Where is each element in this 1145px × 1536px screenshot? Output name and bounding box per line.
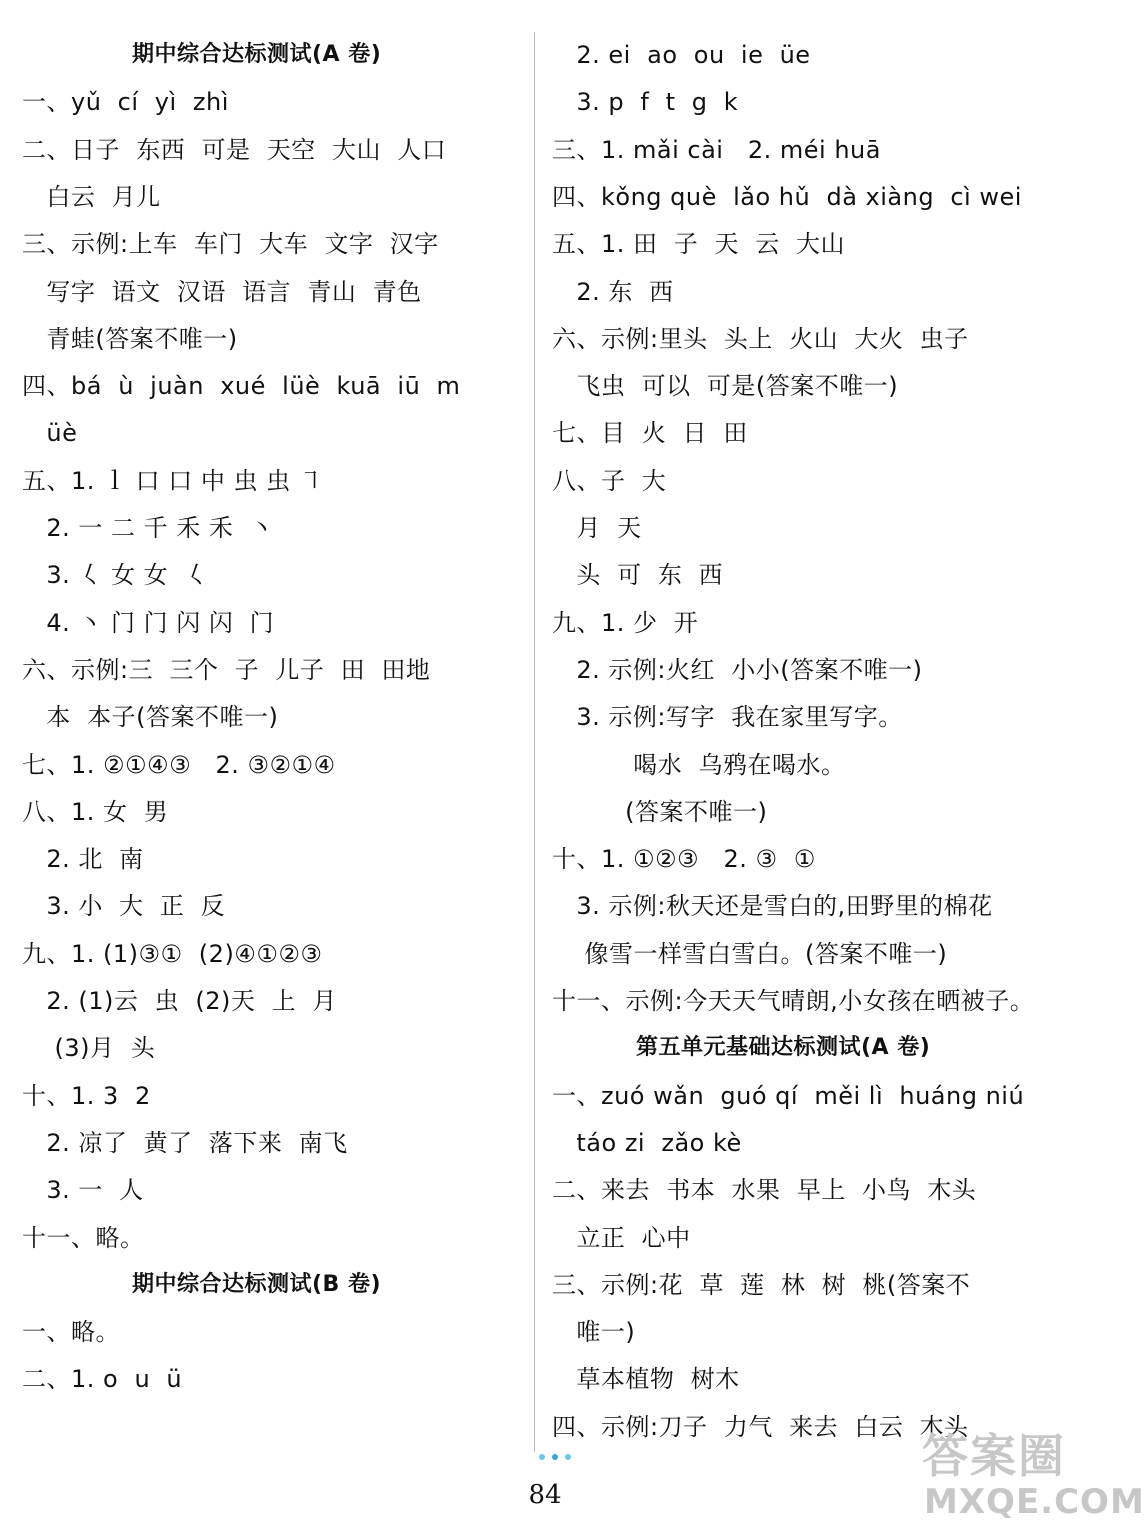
answer-line: 2. (1)云 虫 (2)天 上 月 xyxy=(22,987,337,1015)
answer-line: 白云 月儿 xyxy=(22,183,161,211)
answer-line: 3. 示例:写字 我在家里写字。 xyxy=(552,703,903,731)
answer-line: 二、1. o u ü xyxy=(22,1365,183,1393)
watermark-logo xyxy=(918,1420,1145,1532)
answer-line: 3. 小 大 正 反 xyxy=(22,892,226,920)
answer-line: 草本植物 树木 xyxy=(552,1365,740,1393)
decorative-dots xyxy=(535,1450,575,1464)
answer-line: 头 可 东 西 xyxy=(552,561,724,589)
page-number: 84 xyxy=(528,1480,562,1510)
answer-line: 飞虫 可以 可是(答案不唯一) xyxy=(552,372,899,400)
watermark-text: 答案圈 xyxy=(922,1429,1066,1483)
answer-line: 二、日子 东西 可是 天空 大山 人口 xyxy=(22,136,447,164)
answer-line: 2. 示例:火红 小小(答案不唯一) xyxy=(552,656,923,684)
answer-line: táo zi zǎo kè xyxy=(552,1129,742,1157)
answer-line: 四、kǒng què lǎo hǔ dà xiàng cì wei xyxy=(552,183,1022,211)
answer-line: 像雪一样雪白雪白。(答案不唯一) xyxy=(552,940,948,968)
answer-line: 八、子 大 xyxy=(552,467,667,495)
section-title: 期中综合达标测试(A 卷) xyxy=(132,42,382,67)
answer-line: 十一、示例:今天天气晴朗,小女孩在晒被子。 xyxy=(552,987,1035,1015)
answer-line: 四、bá ù juàn xué lüè kuā iū m xyxy=(22,372,461,400)
answer-line: 写字 语文 汉语 语言 青山 青色 xyxy=(22,278,422,306)
answer-line: 3. 示例:秋天还是雪白的,田野里的棉花 xyxy=(552,892,993,920)
answer-line: 七、1. ②①④③ 2. ③②①④ xyxy=(22,751,336,779)
answer-line: 十一、略。 xyxy=(22,1224,145,1252)
answer-line: 本 本子(答案不唯一) xyxy=(22,703,279,731)
section-title: 期中综合达标测试(B 卷) xyxy=(132,1272,382,1297)
answer-line: 2. 一 二 千 禾 禾 丶 xyxy=(22,514,275,542)
answer-line: 3. 一 人 xyxy=(22,1176,144,1204)
answer-line: 三、1. mǎi cài 2. méi huā xyxy=(552,136,881,164)
answer-line: 六、示例:三 三个 子 儿子 田 田地 xyxy=(22,656,431,684)
answer-line: 十、1. 3 2 xyxy=(22,1082,151,1110)
answer-line: 四、示例:刀子 力气 来去 白云 木头 xyxy=(552,1413,969,1441)
answer-line: 九、1. (1)③① (2)④①②③ xyxy=(22,940,323,968)
answer-line: 一、yǔ cí yì zhì xyxy=(22,88,229,116)
answer-line: 青蛙(答案不唯一) xyxy=(22,325,238,353)
answer-line: 六、示例:里头 头上 火山 大火 虫子 xyxy=(552,325,969,353)
answer-line: 二、来去 书本 水果 早上 小鸟 木头 xyxy=(552,1176,977,1204)
section-title: 第五单元基础达标测试(A 卷) xyxy=(636,1035,931,1060)
column-divider xyxy=(534,32,535,1452)
answer-line: üè xyxy=(22,419,78,447)
answer-line: 立正 心中 xyxy=(552,1224,691,1252)
answer-line: 五、1. 田 子 天 云 大山 xyxy=(552,230,846,258)
answer-line: 3. p f t g k xyxy=(552,88,739,116)
answer-line: 唯一) xyxy=(552,1318,636,1346)
answer-line: 八、1. 女 男 xyxy=(22,798,169,826)
answer-line: 3. 𡿨 女 女 𡿨 xyxy=(22,561,209,589)
answer-line: 七、目 火 日 田 xyxy=(552,419,748,447)
answer-line: 十、1. ①②③ 2. ③ ① xyxy=(552,845,816,873)
answer-line: 五、1. ｌ 口 口 中 虫 虫 ㇕ xyxy=(22,467,324,495)
answer-line: 月 天 xyxy=(552,514,642,542)
answer-line: 一、略。 xyxy=(22,1318,120,1346)
watermark-url: MXQE.COM xyxy=(924,1482,1145,1522)
answer-line: 一、zuó wǎn guó qí měi lì huáng niú xyxy=(552,1082,1025,1110)
answer-line: 九、1. 少 开 xyxy=(552,609,699,637)
answer-line: 4. 丶 门 门 闪 闪 门 xyxy=(22,609,275,637)
answer-line: (3)月 头 xyxy=(22,1034,156,1062)
answer-line: 2. 凉了 黄了 落下来 南飞 xyxy=(22,1129,348,1157)
answer-line: 2. 北 南 xyxy=(22,845,144,873)
answer-line: 2. ei ao ou ie üe xyxy=(552,41,811,69)
answer-line: (答案不唯一) xyxy=(552,798,768,826)
answer-line: 喝水 乌鸦在喝水。 xyxy=(552,751,846,779)
answer-line: 三、示例:上车 车门 大车 文字 汉字 xyxy=(22,230,439,258)
answer-line: 三、示例:花 草 莲 林 树 桃(答案不 xyxy=(552,1271,971,1299)
answer-line: 2. 东 西 xyxy=(552,278,674,306)
